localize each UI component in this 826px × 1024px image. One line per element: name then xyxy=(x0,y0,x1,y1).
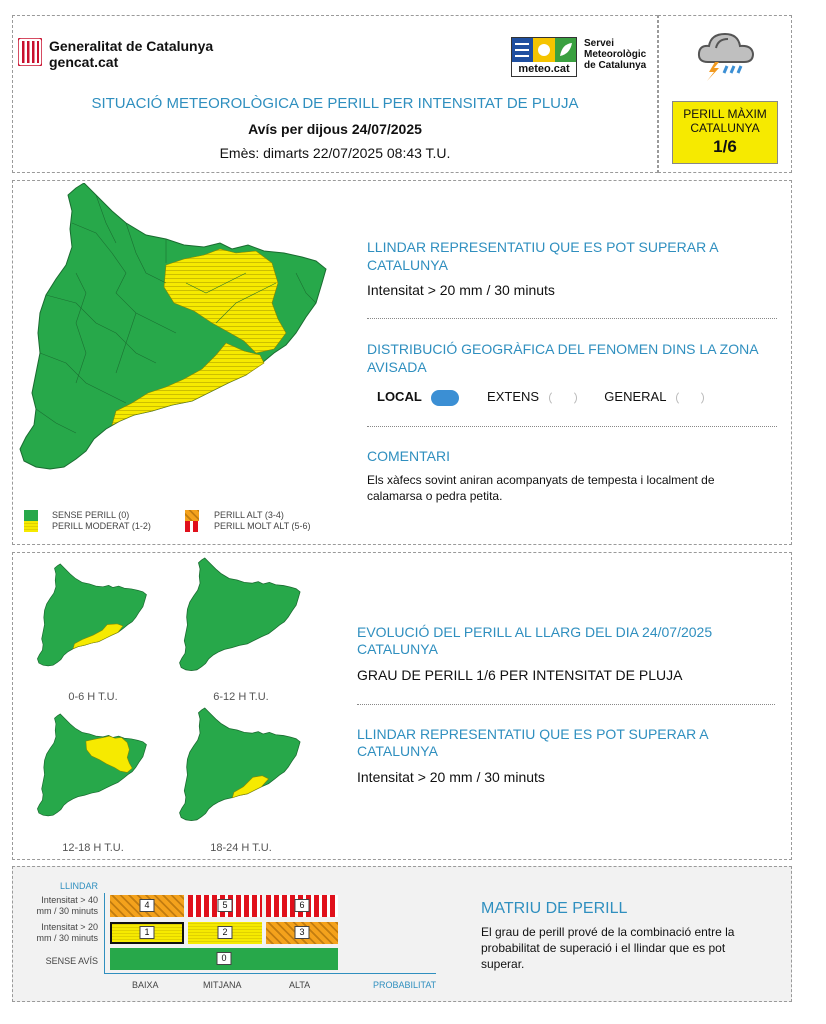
matrix-text: El grau de perill prové de la combinació entre la probabilitat de superació i el llindar que es pot superar. xyxy=(481,925,735,971)
evolution-value: GRAU DE PERILL 1/6 PER INTENSITAT DE PLUJA xyxy=(357,667,683,683)
legend-label-3: PERILL MOLT ALT (5-6) xyxy=(214,521,311,531)
matrix-row-low-line-2: mm / 30 minuts xyxy=(36,933,98,943)
legend-swatch-yellow xyxy=(24,521,38,532)
distribution-title: DISTRIBUCIÓ GEOGRÀFICA DEL FENOMEN DINS LA ZONA AVISADA xyxy=(367,341,758,375)
matrix-title: MATRIU DE PERILL xyxy=(481,900,628,917)
gencat-url[interactable]: gencat.cat xyxy=(49,54,119,70)
comment-title: COMENTARI xyxy=(367,448,450,464)
smc-line-3: de Catalunya xyxy=(584,60,647,71)
storm-cloud-icon xyxy=(694,26,758,82)
gencat-name: Generalitat de Catalunya xyxy=(49,38,214,54)
option-general[interactable] xyxy=(604,389,703,404)
matrix-cell-2-value: 2 xyxy=(217,926,232,939)
legend-label-2: PERILL ALT (3-4) xyxy=(214,510,284,520)
separator xyxy=(367,426,777,427)
legend-label-1: PERILL MODERAT (1-2) xyxy=(52,521,151,531)
matrix-cell-0 xyxy=(110,948,338,970)
smc-line-1: Servei xyxy=(584,38,615,49)
matrix-row-low-line-1: Intensitat > 20 xyxy=(41,922,98,932)
matrix-y-axis xyxy=(104,893,105,973)
evolution-llindar-title: LLINDAR REPRESENTATIU QUE ES POT SUPERAR A CATALUNYA xyxy=(357,726,708,759)
matrix-x-axis xyxy=(104,973,436,974)
matrix-cell-1-value: 1 xyxy=(139,926,154,939)
evolution-map-18-24 xyxy=(178,705,304,837)
legend-swatch-green xyxy=(24,510,38,521)
matrix-row-high-line-2: mm / 30 minuts xyxy=(36,906,98,916)
matrix-cell-2 xyxy=(188,922,262,944)
legend-swatch-red xyxy=(185,521,199,532)
distribution-options xyxy=(377,389,704,406)
evolution-map-6-12 xyxy=(178,555,304,687)
evolution-label-0-6: 0-6 H T.U. xyxy=(68,691,118,703)
matrix-cell-4-value: 4 xyxy=(139,899,154,912)
matrix-row-none-label: SENSE AVÍS xyxy=(45,956,98,966)
option-local-indicator[interactable] xyxy=(431,390,459,406)
meteocat-logo xyxy=(511,37,577,77)
max-danger-value: 1/6 xyxy=(713,137,737,156)
matrix-row-high-label xyxy=(14,895,98,917)
avis-date: Avís per dijous 24/07/2025 xyxy=(248,121,422,137)
smc-name xyxy=(584,38,646,71)
matrix-x-alta: ALTA xyxy=(289,980,311,990)
matrix-cell-6-value: 6 xyxy=(294,899,309,912)
meteocat-logo-icon xyxy=(512,38,576,62)
option-general-label: GENERAL xyxy=(604,389,666,404)
option-local-label: LOCAL xyxy=(377,389,422,404)
separator xyxy=(367,318,777,319)
matrix-cell-3-value: 3 xyxy=(294,926,309,939)
matrix-cell-5-value: 5 xyxy=(217,899,232,912)
evolution-title: EVOLUCIÓ DEL PERILL AL LLARG DEL DIA 24/07/2025 CATALUNYA xyxy=(357,624,713,657)
max-danger-label-2: CATALUNYA xyxy=(690,121,760,135)
matrix-cell-5 xyxy=(188,895,262,917)
gencat-logo-icon xyxy=(18,38,42,66)
matrix-row-low-label xyxy=(14,922,98,944)
option-extens-indicator[interactable] xyxy=(549,390,577,406)
llindar-title: LLINDAR REPRESENTATIU QUE ES POT SUPERAR A CATALUNYA xyxy=(367,239,718,273)
option-extens-label: EXTENS xyxy=(487,389,540,404)
matrix-cell-3 xyxy=(266,922,338,944)
matrix-cell-1 xyxy=(110,922,184,944)
evolution-label-6-12: 6-12 H T.U. xyxy=(213,691,269,703)
matrix-x-mitjana: MITJANA xyxy=(203,980,242,990)
option-extens[interactable] xyxy=(487,389,580,404)
catalonia-main-map xyxy=(16,183,336,503)
option-local[interactable] xyxy=(377,389,463,404)
evolution-llindar-value: Intensitat > 20 mm / 30 minuts xyxy=(357,769,545,785)
evolution-map-0-6 xyxy=(36,555,150,687)
option-general-indicator[interactable] xyxy=(676,390,704,406)
meteocat-logo-text: meteo.cat xyxy=(518,63,570,75)
evolution-label-18-24: 18-24 H T.U. xyxy=(210,842,272,854)
matrix-axis-label: LLINDAR xyxy=(60,881,99,891)
comment-text: Els xàfecs sovint aniran acompanyats de tempesta i localment de calamarsa o pedra petita. xyxy=(367,473,715,503)
emes-date: Emès: dimarts 22/07/2025 08:43 T.U. xyxy=(219,145,451,161)
separator xyxy=(357,704,775,705)
llindar-value: Intensitat > 20 mm / 30 minuts xyxy=(367,282,555,298)
legend-label-0: SENSE PERILL (0) xyxy=(52,510,130,520)
evolution-label-12-18: 12-18 H T.U. xyxy=(62,842,124,854)
matrix-x-probabilitat: PROBABILITAT xyxy=(373,980,437,990)
max-danger-label-1: PERILL MÀXIM xyxy=(683,107,767,121)
legend-swatch-orange xyxy=(185,510,199,521)
matrix-cell-6 xyxy=(266,895,338,917)
page-title: SITUACIÓ METEOROLÒGICA DE PERILL PER INTENSITAT DE PLUJA xyxy=(91,95,579,112)
smc-line-2: Meteorològic xyxy=(584,49,647,60)
matrix-row-high-line-1: Intensitat > 40 xyxy=(41,895,98,905)
matrix-cell-0-value: 0 xyxy=(216,952,231,965)
matrix-cell-4 xyxy=(110,895,184,917)
matrix-x-baixa: BAIXA xyxy=(132,980,159,990)
evolution-map-12-18 xyxy=(36,705,150,837)
max-danger-badge xyxy=(672,101,778,164)
